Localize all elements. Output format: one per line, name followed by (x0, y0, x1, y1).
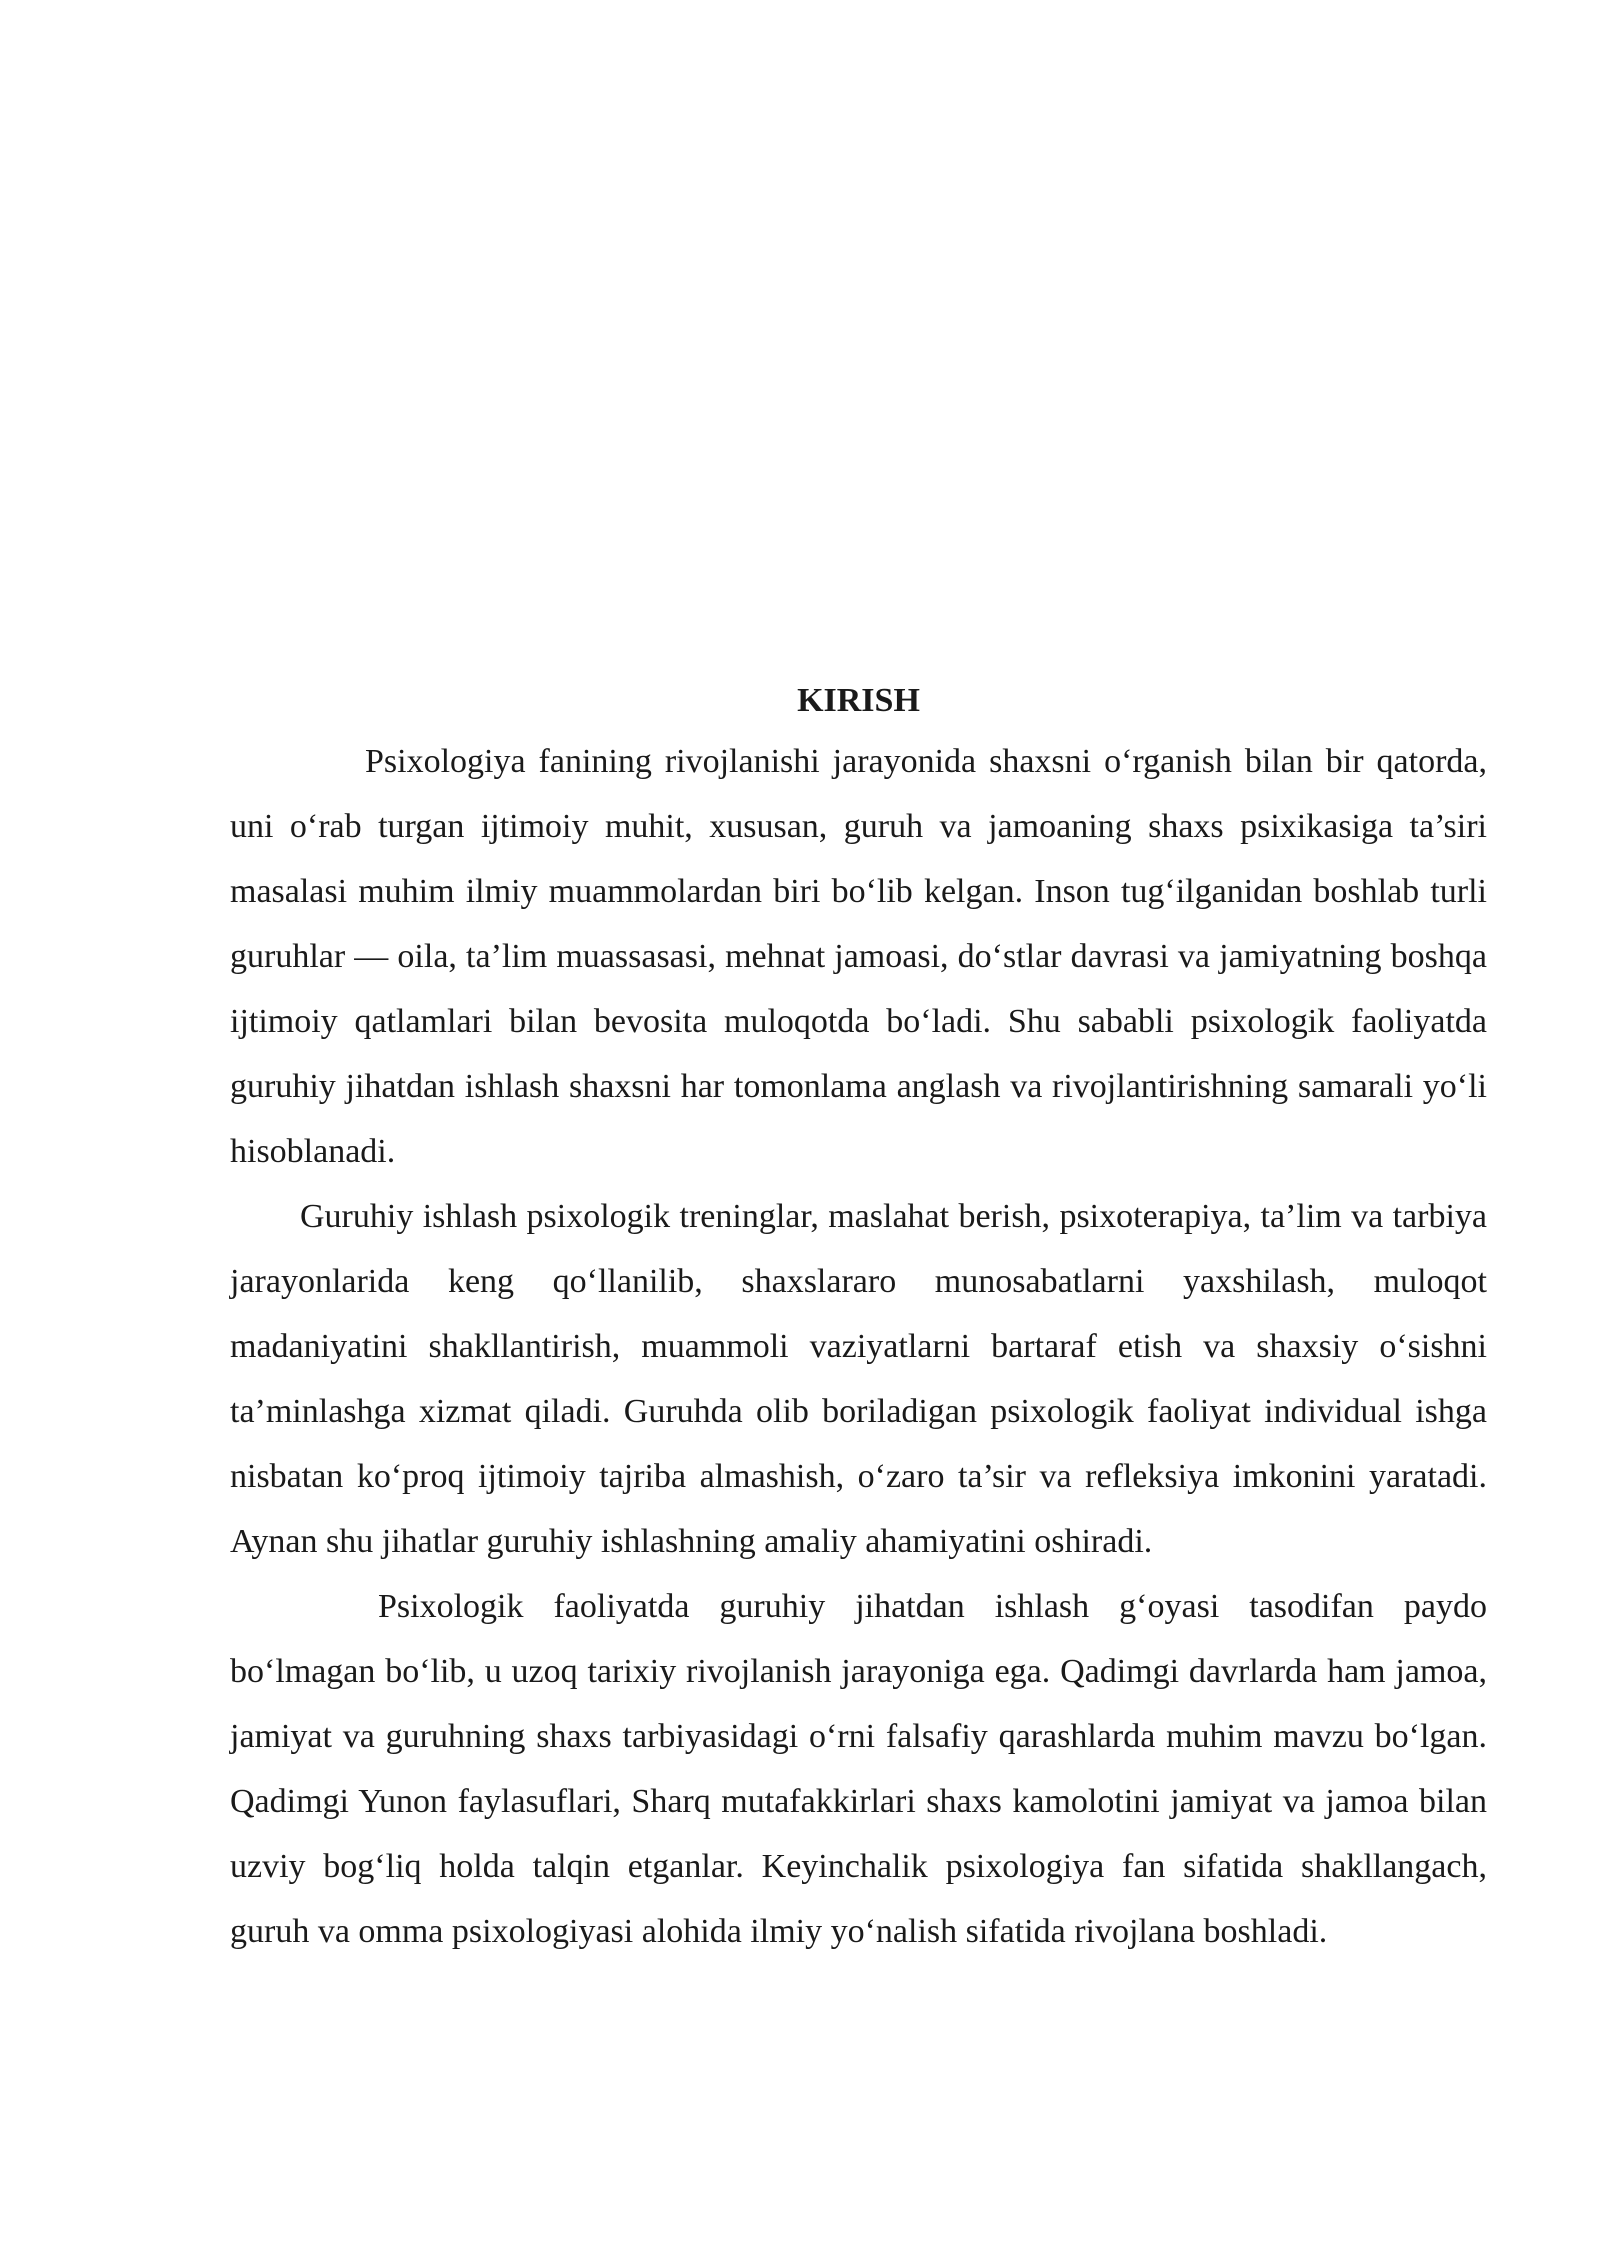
section-title: KIRISH (797, 682, 920, 719)
document-body (230, 672, 1487, 1964)
paragraph-2: Guruhiy ishlash psixologik treninglar, maslahat berish, psixoterapiya, ta’lim va tarbiya jarayonlarida keng qo‘llanilib, shaxslararo munosabatlarni yaxshilash, muloqot madaniyatini shakllantirish, muammoli vaziyatlarni bartaraf etish va shaxsiy o‘sishni ta’minlashga xizmat qiladi. Guruhda olib boriladigan psixologik faoliyat individual ishga nisbatan ko‘proq ijtimoiy tajriba almashish, o‘zaro ta’sir va refleksiya imkonini yaratadi. Aynan shu jihatlar guruhiy ishlashning amaliy ahamiyatini oshiradi. (230, 1198, 1487, 1560)
paragraph-1: Psixologiya fanining rivojlanishi jarayonida shaxsni o‘rganish bilan bir qatorda, uni o‘rab turgan ijtimoiy muhit, xususan, guruh va jamoaning shaxs psixikasiga ta’siri masalasi muhim ilmiy muammolardan biri bo‘lib kelgan. Inson tug‘ilganidan boshlab turli guruhlar — oila, ta’lim muassasasi, mehnat jamoasi, do‘stlar davrasi va jamiyatning boshqa ijtimoiy qatlamlari bilan bevosita muloqotda bo‘ladi. Shu sababli psixologik faoliyatda guruhiy jihatdan ishlash shaxsni har tomonlama anglash va rivojlantirishning samarali yo‘li hisoblanadi. (230, 743, 1487, 1170)
paragraph-3: Psixologik faoliyatda guruhiy jihatdan ishlash g‘oyasi tasodifan paydo bo‘lmagan bo‘lib, u uzoq tarixiy rivojlanish jarayoniga ega. Qadimgi davrlarda ham jamoa, jamiyat va guruhning shaxs tarbiyasidagi o‘rni falsafiy qarashlarda muhim mavzu bo‘lgan. Qadimgi Yunon faylasuflari, Sharq mutafakkirlari shaxs kamolotini jamiyat va jamoa bilan uzviy bog‘liq holda talqin etganlar. Keyinchalik psixologiya fan sifatida shakllangach, guruh va omma psixologiyasi alohida ilmiy yo‘nalish sifatida rivojlana boshladi. (230, 1588, 1487, 1950)
